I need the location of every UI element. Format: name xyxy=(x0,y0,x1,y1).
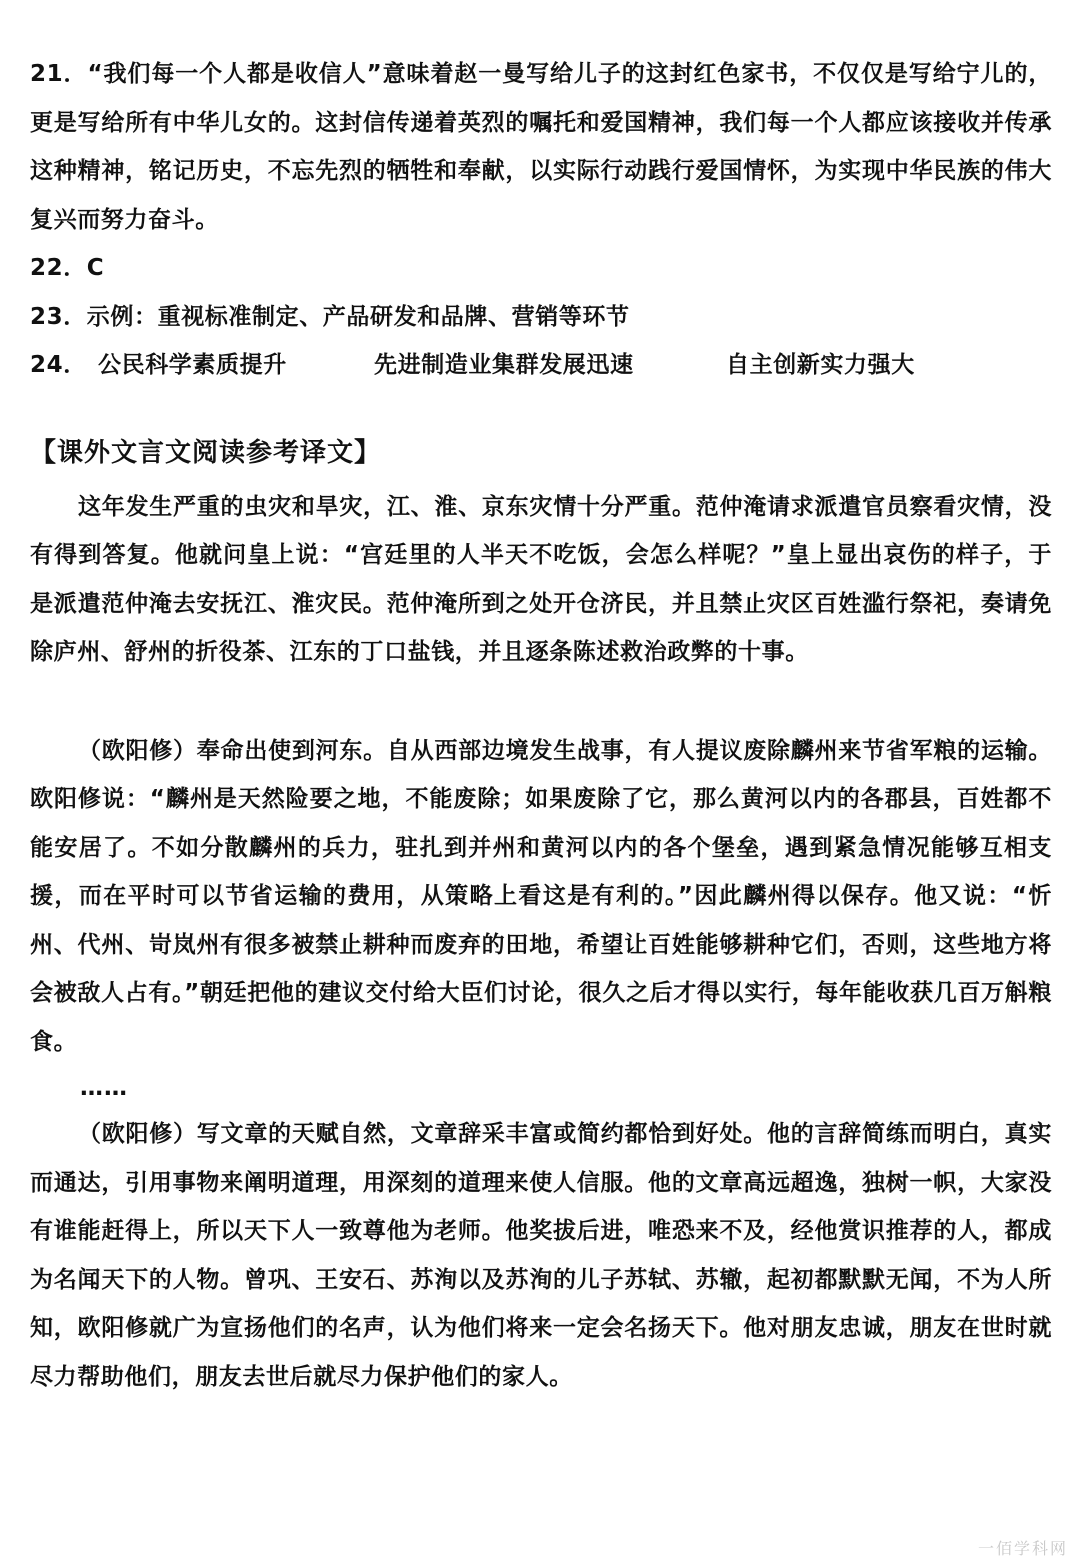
translation-paragraph-3: （欧阳修）写文章的天赋自然，文章辞采丰富或简约都恰到好处。他的言辞简练而明白，真实而通达，引用事物来阐明道理，用深刻的道理来使人信服。他的文章高远超逸，独树一帜，大家没有谁能赶得上，所以天下人一致尊他为老师。他奖拔后进，唯恐来不及，经他赏识推荐的人，都成为名闻天下的人物。曾巩、王安石、苏洵以及苏洵的儿子苏轼、苏辙，起初都默默无闻，不为人所知，欧阳修就广为宣扬他们的名声，认为他们将来一定会名扬天下。他对朋友忠诚，朋友在世时就尽力帮助他们，朋友去世后就尽力保护他们的家人。 xyxy=(30,1121,1052,1390)
answer-24 xyxy=(30,341,1052,390)
answer-23: 23．示例：重视标准制定、产品研发和品牌、营销等环节 xyxy=(30,303,630,330)
answer-22: 22．C xyxy=(30,255,105,281)
translation-heading: 【课外文言文阅读参考译文】 xyxy=(30,437,382,468)
answer-24-item: 公民科学素质提升 xyxy=(98,352,287,378)
answer-21: 21．“我们每一个人都是收信人”意味着赵一曼写给儿子的这封红色家书，不仅仅是写给宁儿的，更是写给所有中华儿女的。这封信传递着英烈的嘱托和爱国精神，我们每一个人都应该接收并传承这种精神，铭记历史，不忘先烈的牺牲和奉献，以实际行动践行爱国情怀，为实现中华民族的伟大复兴而努力奋斗。 xyxy=(30,61,1052,233)
answer-24-item: 自主创新实力强大 xyxy=(726,352,915,378)
translation-paragraph-1: 这年发生严重的虫灾和旱灾，江、淮、京东灾情十分严重。范仲淹请求派遣官员察看灾情，没有得到答复。他就问皇上说：“宫廷里的人半天不吃饭，会怎么样呢？”皇上显出哀伤的样子，于是派遣范仲淹去安抚江、淮灾民。范仲淹所到之处开仓济民，并且禁止灾区百姓滥行祭祀，奏请免除庐州、舒州的折役茶、江东的丁口盐钱，并且逐条陈述救治政弊的十事。 xyxy=(30,493,1052,665)
answer-24-number: 24． xyxy=(30,352,87,378)
watermark: 一佰学科网 xyxy=(977,1539,1068,1558)
answer-24-item: 先进制造业集群发展迅速 xyxy=(374,352,634,378)
paragraph-spacer xyxy=(30,677,1052,727)
translation-paragraph-2: （欧阳修）奉命出使到河东。自从西部边境发生战事，有人提议废除麟州来节省军粮的运输。欧阳修说：“麟州是天然险要之地，不能废除；如果废除了它，那么黄河以内的各郡县，百姓都不能安居了。不如分散麟州的兵力，驻扎到并州和黄河以内的各个堡垒，遇到紧急情况能够互相支援，而在平时可以节省运输的费用，从策略上看这是有利的。”因此麟州得以保存。他又说：“忻州、代州、岢岚州有很多被禁止耕种而废弃的田地，希望让百姓能够耕种它们，否则，这些地方将会被敌人占有。”朝廷把他的建议交付给大臣们讨论，很久之后才得以实行，每年能收获几百万斛粮食。 xyxy=(30,737,1052,1055)
omission-ellipsis: …… xyxy=(80,1075,128,1101)
